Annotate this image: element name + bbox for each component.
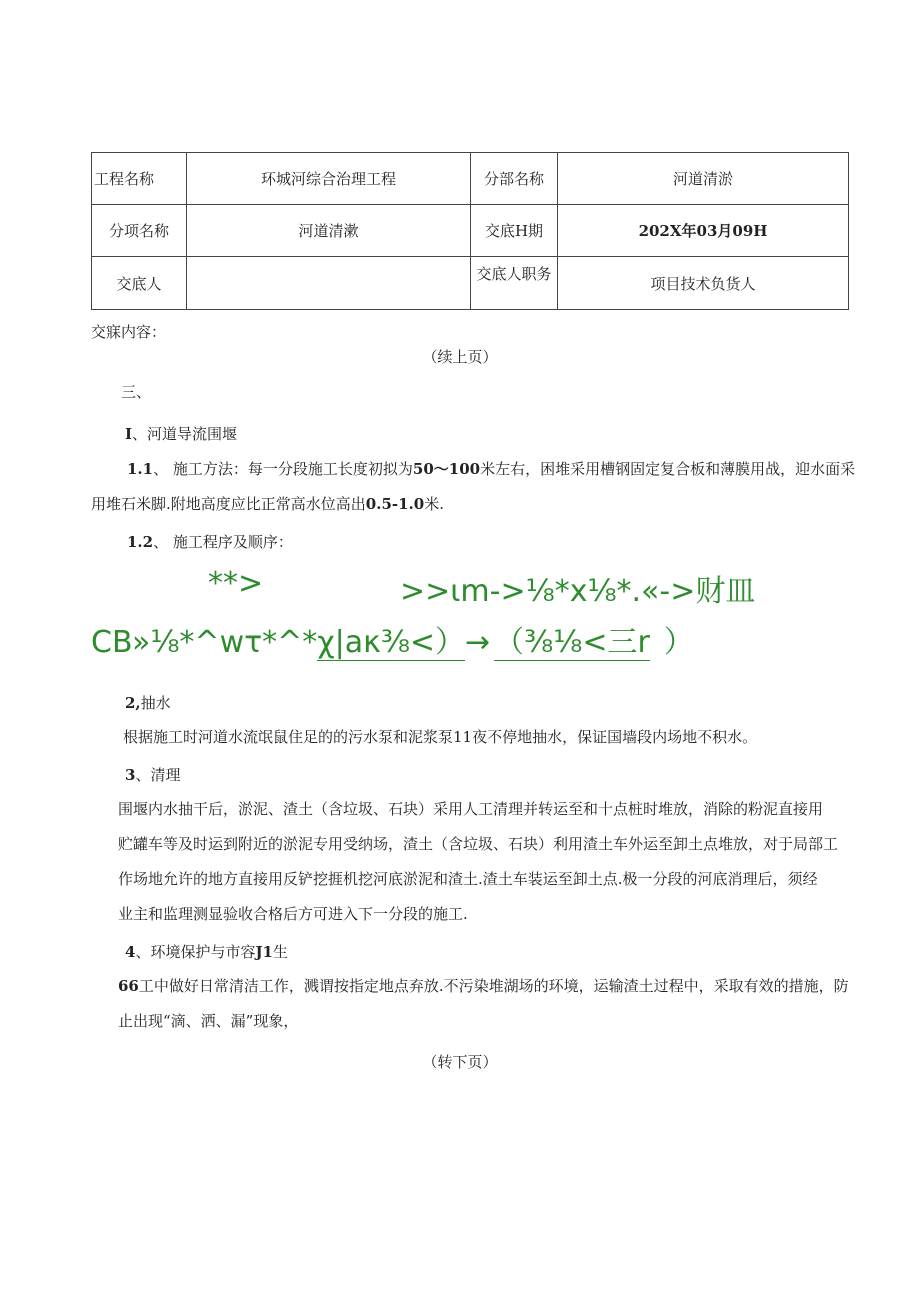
- continued-to: （转下页）: [422, 1053, 498, 1071]
- section-3-number: 3: [125, 766, 136, 784]
- section-1-heading: [125, 424, 237, 444]
- flow-garbled-line2: [91, 617, 694, 661]
- section-three: 三、: [121, 383, 152, 401]
- section-1-number: I: [125, 425, 133, 443]
- section-3-heading: [125, 765, 180, 785]
- section-2-number: 2,: [125, 694, 141, 712]
- section-1-2-text: 、 施工程序及顺序：: [153, 533, 293, 551]
- section-1-title: 、河道导流围堰: [132, 425, 238, 443]
- flow-garbled-e: ）: [663, 625, 694, 660]
- flow-garbled-d: （⅜⅛<三r: [494, 625, 650, 660]
- section-3-title: 、清理: [135, 766, 181, 784]
- subitem-value: 河道清漱: [187, 205, 471, 257]
- position-value: 项目技术负货人: [558, 257, 849, 310]
- section-2-title: 抽水: [140, 694, 171, 712]
- date-value: 202X年03月09H: [558, 205, 849, 257]
- subitem-label: 分项名称: [92, 205, 187, 257]
- division-label: 分部名称: [471, 153, 558, 205]
- flow-garbled-a: CB»⅛*^wτ*^*: [91, 625, 318, 660]
- info-table: [91, 152, 849, 310]
- section-4-line-1: 工中做好日常清洁工作，溅谓按指定地点弃放.不污染堆湖场的环境，运输渣土过程中，采取有效的措施，防: [138, 977, 849, 995]
- flow-garbled-right: >>ιm->⅛*x⅛*.«->财皿: [400, 574, 756, 609]
- flow-arrow: →: [465, 625, 491, 660]
- section-3-line-1: 围堰内水抽干后，淤泥、渣土（含垃圾、石块）采用人工清理并转运至和十点桩时堆放，消除的粉泥直接用: [118, 800, 824, 818]
- section-1-1-text-a: 、 施工方法：每一分段施工长度初拟为: [153, 460, 413, 478]
- project-name-label: 工程名称: [92, 153, 187, 205]
- section-3-body: [118, 792, 878, 932]
- division-value: 河道清淤: [558, 153, 849, 205]
- flow-garbled-b: χ|aκ⅜<）: [317, 625, 466, 660]
- project-name-value: 环城河综合治理工程: [187, 153, 471, 205]
- section-3-line-3: 作场地允许的地方直接用反铲挖捱机挖河底淤泥和渣土.渣土车装运至卸土点.极一分段的河底消理后，须经: [118, 870, 818, 888]
- section-1-1-bold-b: 0.5-1.0: [365, 495, 425, 513]
- section-4-body: [118, 969, 878, 1039]
- section-4-number: 4: [125, 943, 136, 961]
- section-1-1-text-b: 米左右，困堆采用槽钢固定复合板和薄膜用战，迎水面采: [480, 460, 856, 478]
- section-4-line-2: 止出现“滴、洒、漏”现象，: [118, 1012, 299, 1030]
- section-2-heading: [125, 693, 171, 713]
- person-value: [187, 257, 471, 310]
- flow-garbled-left: **>: [208, 566, 264, 601]
- section-4-title-a: 、环境保护与市容: [135, 943, 256, 961]
- position-label: 交底人职务: [471, 257, 558, 310]
- section-4-title-b: J1: [255, 943, 273, 961]
- section-2-body: 根据施工时河道水流氓鼠住足的的污水泵和泥浆泵11夜不停地抽水，保证国墙段内场地不积水。: [123, 728, 758, 746]
- person-label: 交底人: [92, 257, 187, 310]
- section-1-2-heading: [127, 532, 293, 552]
- section-4-number-2: 66: [118, 977, 139, 995]
- section-4-heading: [125, 942, 288, 962]
- section-1-1-line2-b: 米.: [424, 495, 444, 513]
- section-1-1-line2-a: 用堆石米脚.附地高度应比正常高水位高出: [91, 495, 366, 513]
- section-1-1-paragraph: [91, 452, 861, 522]
- section-3-line-2: 贮罐车等及时运到附近的淤泥专用受纳场，渣土（含垃圾、石块）利用渣土车外运至卸土点堆放，对于局部工: [118, 835, 839, 853]
- section-1-1-number: 1.1: [127, 460, 154, 478]
- continued-from: （续上页）: [422, 348, 498, 366]
- content-label: 交寐内容：: [91, 323, 167, 341]
- section-4-title-c: 生: [273, 943, 289, 961]
- section-1-2-number: 1.2: [127, 533, 154, 551]
- date-label: 交底H期: [471, 205, 558, 257]
- section-1-1-bold-a: 50～100: [412, 460, 481, 478]
- section-3-line-4: 业主和监理测显验收合格后方可进入下一分段的施工.: [118, 905, 468, 923]
